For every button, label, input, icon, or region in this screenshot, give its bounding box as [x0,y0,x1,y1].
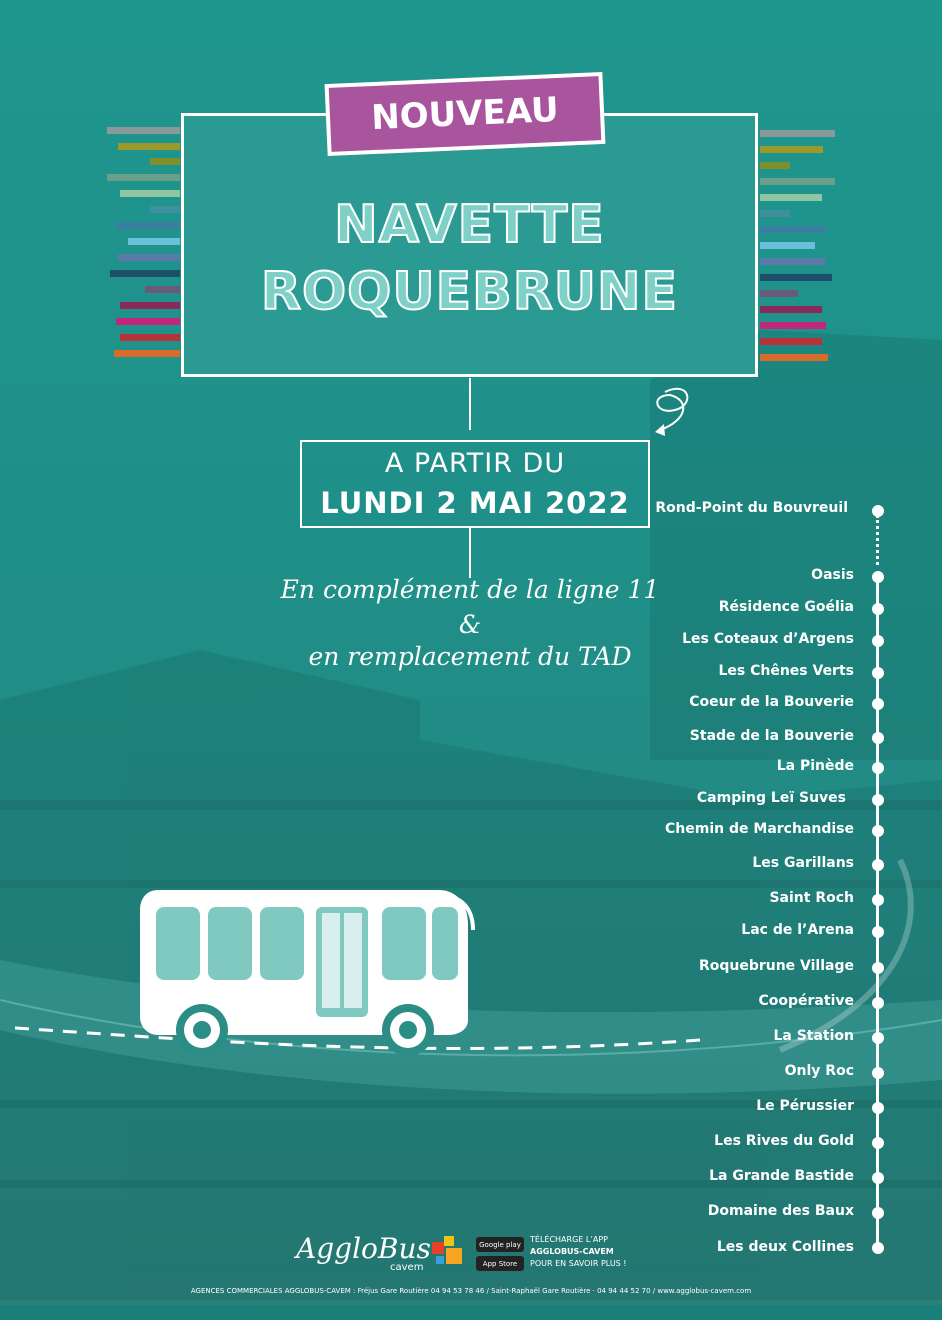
date-value: LUNDI 2 MAI 2022 [320,486,630,520]
stop-label: Oasis [811,567,854,583]
bus-icon [138,885,478,1055]
stop-label: Saint Roch [769,890,854,906]
stop-dot [872,926,884,938]
stop-dot [872,571,884,583]
complement-text: En complément de la ligne 11 [280,575,660,604]
agglobus-logo-sub: cavem [390,1262,424,1273]
route-dotted-line [876,515,879,565]
stop-label: Rond-Point du Bouvreuil [655,500,848,516]
stop-label: Coopérative [758,993,854,1009]
stop-dot [872,732,884,744]
stop-dot [872,635,884,647]
title-navette: NAVETTE [334,195,605,255]
footer-contact: AGENCES COMMERCIALES AGGLOBUS-CAVEM : Fréjus Gare Routière 04 94 53 78 46 / Saint-Raphaël Gare Routière · 04 94 44 52 70 / www.agglobus-cavem.com [190,1287,752,1295]
stop-dot [872,1102,884,1114]
stop-dot [872,698,884,710]
app-store-badge[interactable]: App Store [476,1256,524,1271]
stop-dot [872,1137,884,1149]
stop-label: Les Garillans [752,855,854,871]
replacement-text: en remplacement du TAD [308,642,632,671]
app-download-text: TÉLÉCHARGE L’APP [530,1235,609,1244]
nouveau-label: NOUVEAU [370,89,560,139]
stop-label: Roquebrune Village [698,958,854,974]
ampersand: & [458,610,482,639]
stop-label: Les Coteaux d’Argens [682,631,854,647]
app-more-text: POUR EN SAVOIR PLUS ! [530,1259,627,1268]
stop-label: La Pinède [776,758,854,774]
stop-dot [872,1067,884,1079]
stop-label: Stade de la Bouverie [689,728,854,744]
stop-dot [872,1032,884,1044]
app-name-text: AGGLOBUS-CAVEM [530,1247,614,1256]
stop-label: Le Pérussier [756,1098,854,1114]
stop-label: Domaine des Baux [707,1203,854,1219]
stop-label: Les deux Collines [716,1239,854,1255]
stop-dot [872,667,884,679]
stop-label: La Grande Bastide [709,1168,854,1184]
stop-dot [872,762,884,774]
stop-dot [872,1172,884,1184]
footer-bar [0,1305,942,1320]
stop-label: Coeur de la Bouverie [689,694,854,710]
stop-dot [872,962,884,974]
date-intro: A PARTIR DU [384,448,566,479]
stop-label: Lac de l’Arena [741,922,854,938]
stop-dot [872,825,884,837]
stop-dot [872,894,884,906]
stop-label: Chemin de Marchandise [665,821,854,837]
stop-label: Résidence Goélia [718,599,854,615]
cavem-logo-icon [432,1236,466,1270]
stop-dot [872,1207,884,1219]
stop-dot [872,603,884,615]
stop-label: Les Chênes Verts [718,663,854,679]
title-roquebrune: ROQUEBRUNE [260,262,679,322]
stop-dot [872,997,884,1009]
stop-label: La Station [773,1028,854,1044]
stop-label: Les Rives du Gold [714,1133,854,1149]
agglobus-logo: AggloBus [296,1232,431,1265]
google-play-badge[interactable]: Google play [476,1237,524,1252]
stop-dot [872,859,884,871]
stop-dot [872,794,884,806]
stop-dot [872,505,884,517]
stop-dot [872,1242,884,1254]
stop-label: Only Roc [784,1063,854,1079]
stop-label: Camping Leï Suves [696,790,846,806]
nouveau-badge [325,72,606,156]
